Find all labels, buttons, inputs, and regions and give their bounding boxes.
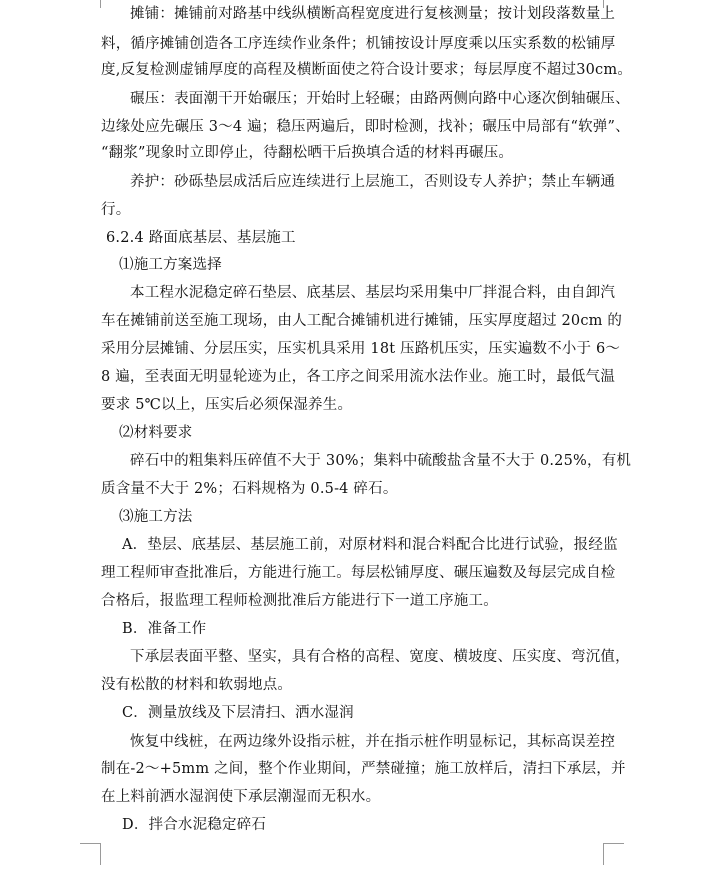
paragraph-line: 摊铺：摊铺前对路基中线纵横断高程宽度进行复核测量；按计划段落数量上 — [130, 6, 616, 22]
paragraph-line: “翻浆”现象时立即停止，待翻松晒干后换填合适的材料再碾压。 — [101, 145, 514, 161]
item-heading: B．准备工作 — [122, 621, 207, 637]
paragraph-line: 要求 5℃以上，压实后必须保湿养生。 — [101, 397, 353, 413]
paragraph-line: 质含量不大于 2%；石料规格为 0.5-4 碎石。 — [101, 481, 398, 497]
crop-mark-top-left-vertical — [100, 0, 101, 8]
paragraph-line: 合格后，报监理工程师检测批准后方能进行下一道工序施工。 — [101, 593, 498, 609]
paragraph-line: 没有松散的材料和软弱地点。 — [101, 677, 293, 693]
paragraph-line: 碾压：表面潮干开始碾压；开始时上轻碾；由路两侧向路中心逐次倒轴碾压、 — [130, 91, 630, 107]
paragraph-line: 碎石中的粗集料压碎值不大于 30%；集料中硫酸盐含量不大于 0.25%，有机 — [130, 453, 632, 469]
paragraph-line: 料，循序摊铺创造各工序连续作业条件；机铺按设计厚度乘以压实系数的松铺厚 — [101, 36, 616, 52]
crop-mark-bottom-right-horizontal — [603, 843, 624, 844]
paragraph-line: 下承层表面平整、坚实，具有合格的高程、宽度、横坡度、压实度、弯沉值， — [130, 649, 630, 665]
paragraph-line: 养护：砂砾垫层成活后应连续进行上层施工，否则设专人养护；禁止车辆通 — [130, 174, 616, 190]
paragraph-line: 理工程师审查批准后，方能进行施工。每层松铺厚度、碾压遍数及每层完成自检 — [101, 565, 616, 581]
paragraph-line: 度,反复检测虚铺厚度的高程及横断面使之符合设计要求；每层厚度不超过30cm。 — [101, 62, 633, 78]
subsection-heading: ⑵材料要求 — [119, 425, 193, 441]
paragraph-line: 采用分层摊铺、分层压实，压实机具采用 18t 压路机压实，压实遍数不小于 6～ — [101, 341, 621, 357]
paragraph-line: 行。 — [101, 202, 131, 218]
item-heading: D．拌合水泥稳定碎石 — [122, 817, 267, 833]
paragraph-line: A．垫层、底基层、基层施工前，对原材料和混合料配合比进行试验，报经监 — [122, 537, 618, 553]
section-heading: 6.2.4 路面底基层、基层施工 — [106, 230, 296, 246]
paragraph-line: 本工程水泥稳定碎石垫层、底基层、基层均采用集中厂拌混合料，由自卸汽 — [130, 285, 616, 301]
subsection-heading: ⑴施工方案选择 — [119, 257, 222, 273]
paragraph-line: 边缘处应先碾压 3～4 遍；稳压两遍后，即时检测，找补；碾压中局部有“软弹”、 — [101, 119, 630, 135]
paragraph-line: 车在摊铺前送至施工现场，由人工配合摊铺机进行摊铺，压实厚度超过 20cm 的 — [101, 313, 623, 329]
paragraph-line: 在上料前洒水湿润使下承层潮湿而无积水。 — [101, 789, 381, 805]
crop-mark-bottom-left-vertical — [100, 843, 101, 865]
paragraph-line: 8 遍，至表面无明显轮迹为止，各工序之间采用流水法作业。施工时，最低气温 — [101, 369, 616, 385]
subsection-heading: ⑶施工方法 — [119, 509, 193, 525]
paragraph-line: 恢复中线桩，在两边缘外设指示桩，并在指示桩作明显标记，其标高误差控 — [130, 734, 616, 750]
crop-mark-bottom-right-vertical — [603, 843, 604, 865]
item-heading: C．测量放线及下层清扫、洒水湿润 — [122, 705, 354, 721]
paragraph-line: 制在-2～+5mm 之间，整个作业期间，严禁碰撞；施工放样后，清扫下承层，并 — [101, 761, 626, 777]
crop-mark-bottom-left-horizontal — [80, 843, 101, 844]
